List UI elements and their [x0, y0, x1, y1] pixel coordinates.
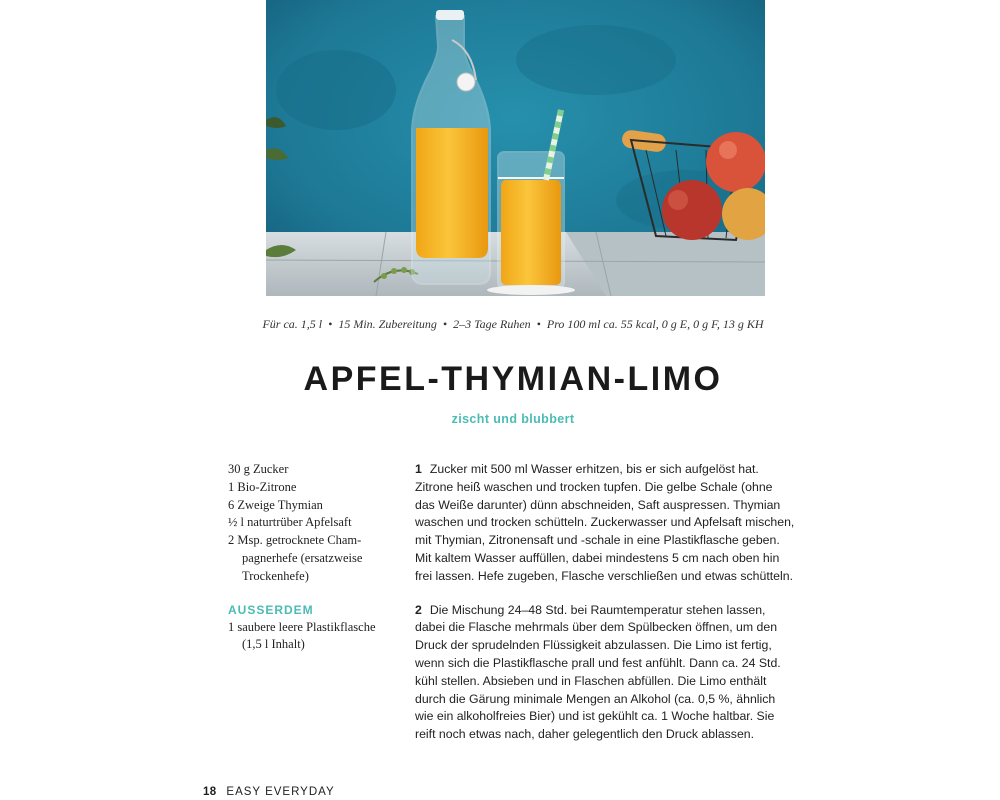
step-line — [415, 726, 805, 744]
meta-yield: Für ca. 1,5 l — [262, 317, 323, 331]
recipe-title: APFEL-THYMIAN-LIMO — [303, 360, 723, 398]
step-line — [415, 691, 805, 709]
step-line — [415, 514, 805, 532]
step-text: wenn sich die Plastikflasche prall und fest anfühlt. Dann ca. 24 Std. — [415, 655, 781, 670]
step-number: 2 — [415, 602, 422, 617]
step-text: Mit kaltem Wasser auffüllen, dabei mindestens 5 cm nach oben hin — [415, 550, 780, 565]
ingredient-item — [228, 514, 403, 532]
step-text: Druck der sprudelnden Flüssigkeit abzulassen. Die Limo ist fertig, — [415, 638, 772, 653]
ingredient-line: 1 saubere leere Plastikflasche — [228, 619, 376, 634]
step-number: 1 — [415, 462, 422, 476]
step-line — [415, 532, 805, 550]
ingredient-line: pagnerhefe (ersatzweise — [242, 550, 363, 565]
ingredient-list — [228, 461, 403, 654]
step-line — [415, 708, 805, 726]
step-line — [415, 619, 805, 637]
meta-rest-time: 2–3 Tage Ruhen — [453, 317, 531, 331]
step-text: Zucker mit 500 ml Wasser erhitzen, bis er sich aufgelöst hat. — [429, 462, 759, 476]
step-text: frei lassen. Hefe zugeben, Flasche verschließen und etwas schütteln. — [415, 568, 793, 583]
step-text: waschen und trocken schütteln. Zuckerwasser und Apfelsaft mischen, — [415, 515, 795, 530]
step-line — [415, 655, 805, 673]
step-text: mit Thymian, Zitronensaft und -schale in eine Plastikflasche geben. — [415, 533, 780, 548]
step-line — [415, 673, 805, 691]
meta-nutrition: Pro 100 ml ca. 55 kcal, 0 g E, 0 g F, 13 g KH — [546, 317, 764, 331]
meta-separator: • — [442, 317, 448, 331]
page-number: 18 — [203, 786, 217, 798]
meta-separator: • — [328, 317, 333, 331]
ingredient-line: (1,5 l Inhalt) — [242, 637, 305, 652]
step-line — [415, 479, 805, 497]
lemonade-photo-illustration — [266, 0, 765, 296]
ingredient-item — [228, 619, 403, 655]
method-steps — [415, 461, 805, 744]
step-text: reift noch etwas nach, daher gelegentlich den Druck ablassen. — [415, 727, 755, 742]
meta-prep-time: 15 Min. Zubereitung — [338, 317, 437, 331]
ingredient-line: Trockenhefe) — [242, 568, 309, 583]
method-step — [415, 602, 805, 744]
ingredient-line: 6 Zweige Thymian — [228, 497, 323, 512]
step-line — [415, 461, 805, 479]
recipe-subtitle: zischt und blubbert — [451, 412, 575, 426]
step-line — [415, 637, 805, 655]
step-line — [415, 568, 805, 586]
ingredient-line: 2 Msp. getrocknete Cham- — [228, 533, 362, 548]
page-footer — [203, 786, 335, 798]
recipe-photo — [266, 0, 765, 296]
ingredient-line: ½ l naturtrüber Apfelsaft — [228, 515, 352, 530]
ingredient-line: 1 Bio-Zitrone — [228, 479, 297, 494]
step-text: wie ein alkoholfreies Bier) und ist gekühlt ca. 1 Woche haltbar. Sie — [415, 709, 775, 724]
step-text: das Weiße darunter) dünn abschneiden, Saft auspressen. Thymian — [415, 497, 781, 512]
ingredient-item — [228, 532, 403, 585]
step-line — [415, 602, 805, 620]
step-text: kühl stellen. Absieben und in Flaschen abfüllen. Die Limo enthält — [415, 673, 767, 688]
step-text: Die Mischung 24–48 Std. bei Raumtemperatur stehen lassen, — [429, 602, 766, 617]
ingredient-line: 30 g Zucker — [228, 462, 289, 476]
step-line — [415, 497, 805, 515]
extra-heading: AUSSERDEM — [228, 602, 314, 617]
section-name: EASY EVERYDAY — [226, 786, 335, 798]
ingredient-item — [228, 479, 403, 497]
recipe-meta — [0, 317, 1000, 332]
step-text: Zitrone heiß waschen und trocken tupfen. Die gelbe Schale (ohne — [415, 479, 773, 494]
step-text: dabei die Flasche mehrmals über dem Spülbecken öffnen, um den — [415, 620, 778, 635]
step-text: durch die Gärung minimale Mengen an Alkohol (ca. 0,5 %, ähnlich — [415, 691, 776, 706]
ingredient-item — [228, 497, 403, 515]
meta-separator: • — [536, 317, 541, 331]
method-step — [415, 461, 805, 586]
ingredient-item — [228, 461, 403, 479]
step-line — [415, 550, 805, 568]
